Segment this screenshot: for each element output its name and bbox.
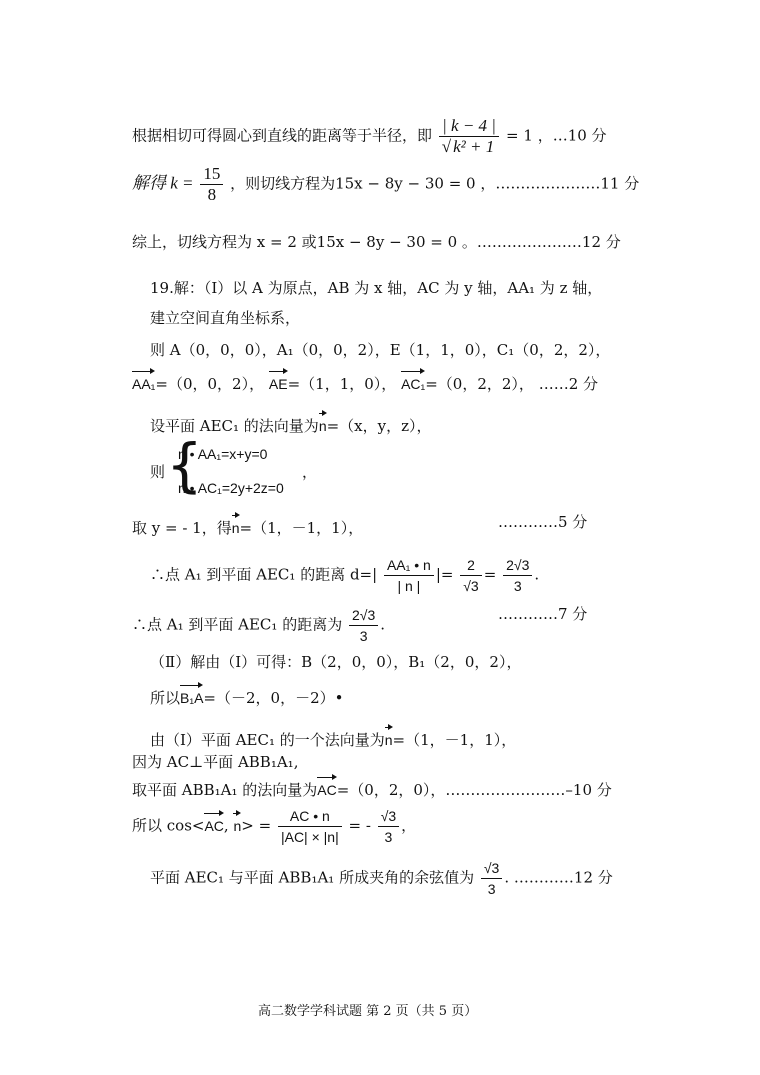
line-cosine: 所以 cos<AC, n> = $\frac{AC • n}{|AC| \times |n|}$ = - $\frac{√3}{3}$ ， [132,808,417,845]
vector-n: n [232,512,240,538]
line-final-cosine: 平面 AEC₁ 与平面 ABB₁A₁ 所成夹角的余弦值为 $\frac{√3}{3}$ . …………12 分 [150,860,613,897]
fraction: $\frac{2√3}{3}$ [349,605,378,646]
line-take-y: 取 y = - 1，得n=（1，－1，1）， [132,512,363,538]
line-tangent-condition: 根据相切可得圆心到直线的距离等于半径，即 $\frac{| k - 4 |}{\text{√ k² + 1}}$ = 1 ，…10 分 [132,116,607,156]
fraction: $\frac{| k - 4 |}{\text{√ k² + 1}}$ [439,116,499,157]
score-7: …………7 分 [498,605,588,623]
system-row-2: n • AC₁=2y+2z=0 [178,480,284,496]
line-perpendicular: 因为 AC⊥平面 ABB₁A₁, [132,753,299,771]
page-footer: 高二数学学科试题 第 2 页（共 5 页） [258,1004,478,1019]
fraction: $\frac{√3}{3}$ [481,858,502,899]
vector-n: n [319,410,327,436]
label-then: 则 [150,463,166,481]
fraction: $\frac{2√3}{3}$ [503,555,532,596]
fraction: $\frac{\text{AA₁ • n}}{| n |}$ [384,555,434,596]
line-solve-k: 解得 k = $\frac{15}{8}$ ，则切线方程为15x − 8y − 30 = 0 ，…………………11 分 [132,164,640,204]
system-row-1: n • AA₁=x+y=0 [178,446,268,462]
fraction: $\frac{2}{√3}$ [460,555,481,596]
line-points: 则 A（0，0，0），A₁（0，0，2），E（1，1，0），C₁（0，2，2）， [150,341,611,359]
line-distance-result: ∴点 A₁ 到平面 AEC₁ 的距离为 $\frac{2√3}{3}$ . [132,607,386,644]
brace: { [166,431,203,499]
fraction: $\frac{15}{8}$ [200,164,223,205]
line-b1a: 所以B₁A=（－2，0，－2）• [150,682,343,708]
fraction: $\frac{√3}{3}$ [378,806,399,847]
vector-ac1: AC₁ [401,368,425,394]
line-normal-from-i: 由（I）平面 AEC₁ 的一个法向量为n=（1，－1，1）， [150,724,516,750]
comma: ， [302,463,318,481]
line-vectors: AA₁=（0，0，2）， AE=（1，1，0）， AC₁=（0，2，2）， ……2 分 [132,368,598,394]
vector-aa1: AA₁ [132,368,155,394]
line-distance-formula: ∴点 A₁ 到平面 AEC₁ 的距离 d=| $\frac{\text{AA₁ • n}}{| n |}$ |= $\frac{2}{√3}$ = $\frac{2√3}{3}$ . [150,557,540,594]
fraction: $\frac{AC • n}{|AC| \times |n|}$ [278,806,342,847]
line-part2: （Ⅱ）解由（I）可得：B（2，0，0），B₁（2，0，2）， [150,653,522,671]
vector-ac: AC [317,774,336,800]
line-normal-vector: 设平面 AEC₁ 的法向量为n=（x，y，z）， [150,410,432,436]
vector-ac: AC [204,810,223,836]
vector-n: n [385,724,393,750]
line-conclusion: 综上，切线方程为 x = 2 或15x − 8y − 30 = 0 。…………………12 分 [132,233,621,251]
line-q19-setup: 19.解：（I）以 A 为原点，AB 为 x 轴，AC 为 y 轴，AA₁ 为 z 轴， [150,279,603,297]
line-plane-normal: 取平面 ABB₁A₁ 的法向量为AC=（0，2，0），……………………–10 分 [132,774,612,800]
vector-n: n [233,810,241,836]
vector-b1a: B₁A [180,682,203,708]
line-coordinate-system: 建立空间直角坐标系， [150,309,301,327]
score-5: …………5 分 [498,513,588,531]
vector-ae: AE [269,368,288,394]
